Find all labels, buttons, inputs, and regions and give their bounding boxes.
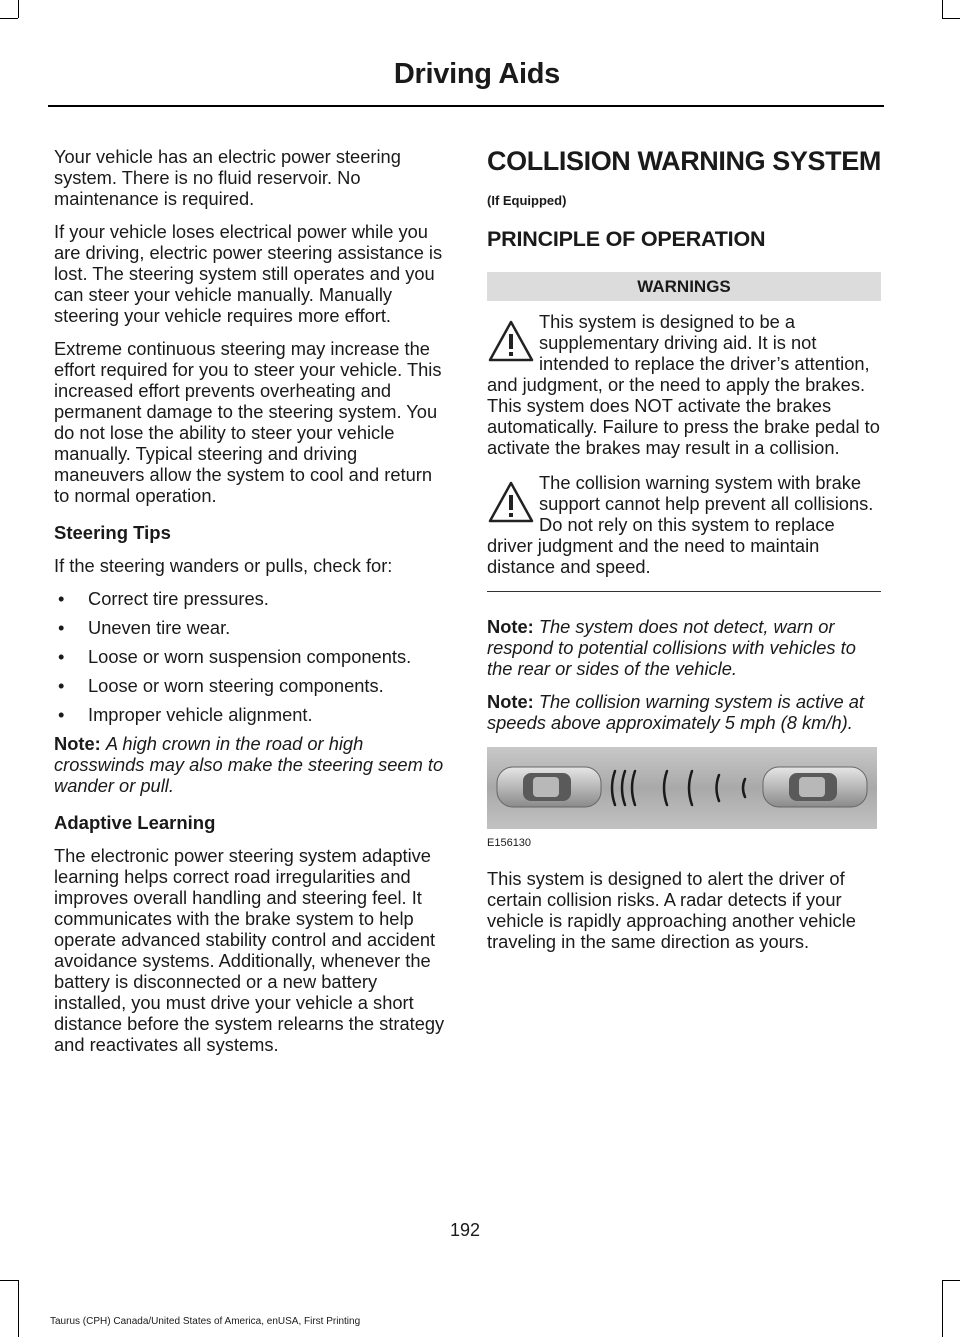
steering-tips-heading: Steering Tips xyxy=(54,522,171,543)
list-item: • Loose or worn suspension components. xyxy=(54,646,448,667)
note-label: Note: xyxy=(487,691,534,712)
paragraph: Your vehicle has an electric power steering system. There is no fluid reservoir. No maintenance is required. xyxy=(54,146,401,209)
warning-text: The collision warning system with brake support cannot help prevent all collisions. Do not rely on this system to replace driver judgment and the need to maintain distance and speed. xyxy=(487,472,874,577)
figure-code: E156130 xyxy=(487,837,532,849)
radar-vehicles-diagram xyxy=(487,747,877,829)
warnings-divider xyxy=(487,591,881,592)
crop-mark xyxy=(942,0,943,18)
warning-item xyxy=(487,472,881,577)
steering-tips-list xyxy=(54,588,448,725)
adaptive-learning-text: The electronic power steering system adaptive learning helps correct road irregularities and improves overall handling and steering feel. It communicates with the brake system to help operate advanced stability control and accident avoidance systems. Additionally, whenever the battery is disconnected or a new battery installed, you must drive your vehicle a short distance before the system relearns the strategy and reactivates all systems. xyxy=(54,845,445,1055)
note-text: A high crown in the road or high crosswinds may also make the steering seem to wander or pull. xyxy=(54,733,444,796)
crop-mark xyxy=(942,1280,943,1337)
list-item: • Improper vehicle alignment. xyxy=(54,704,448,725)
header-divider xyxy=(48,105,884,107)
note-text: The system does not detect, warn or respond to potential collisions with vehicles to the rear or sides of the vehicle. xyxy=(487,616,856,679)
collision-warning-illustration xyxy=(487,747,877,829)
warnings-box xyxy=(487,272,881,592)
right-column xyxy=(487,146,881,964)
collision-note xyxy=(487,616,881,679)
crop-mark xyxy=(0,1280,18,1281)
page-number: 192 xyxy=(449,1220,481,1240)
front-vehicle-icon xyxy=(763,767,867,807)
warning-triangle-icon xyxy=(487,480,535,524)
footer-text: Taurus (CPH) Canada/United States of America, enUSA, First Printing xyxy=(50,1316,361,1327)
list-item: • Correct tire pressures. xyxy=(54,588,448,609)
steering-tips-intro: If the steering wanders or pulls, check for: xyxy=(54,555,393,576)
crop-mark xyxy=(942,1280,960,1281)
principle-heading: PRINCIPLE OF OPERATION xyxy=(487,227,766,251)
crop-mark xyxy=(18,0,19,18)
list-item: • Uneven tire wear. xyxy=(54,617,448,638)
if-equipped-label: (If Equipped) xyxy=(487,193,567,208)
page-header-title: Driving Aids xyxy=(393,58,560,90)
crop-mark xyxy=(18,1280,19,1337)
warning-triangle-icon xyxy=(487,319,535,363)
left-column xyxy=(54,146,448,1067)
paragraph: Extreme continuous steering may increase the effort required for you to steer your vehicle. This increased effort prevents overheating and permanent damage to the steering system. You do not lose the ability to steer your vehicle manually. Typical steering and driving maneuvers allow the system to cool and return to normal operation. xyxy=(54,338,442,506)
paragraph: If your vehicle loses electrical power while you are driving, electric power steering assistance is lost. The steering system still operates and you can steer your vehicle manually. Manually steering your vehicle requires more effort. xyxy=(54,221,443,326)
crop-mark xyxy=(942,18,960,19)
note-text: The collision warning system is active at speeds above approximately 5 mph (8 km/h). xyxy=(487,691,864,733)
warning-item xyxy=(487,311,881,458)
system-description: This system is designed to alert the driver of certain collision risks. A radar detects if your vehicle is rapidly approaching another vehicle traveling in the same direction as yours. xyxy=(487,868,856,952)
note-label: Note: xyxy=(487,616,534,637)
list-item: • Loose or worn steering components. xyxy=(54,675,448,696)
warning-text: This system is designed to be a supplementary driving aid. It is not intended to replace the driver’s attention, and judgment, or the need to apply the brakes. This system does NOT activate the brakes automatically. Failure to press the brake pedal to activate the brakes may result in a collision. xyxy=(487,311,880,458)
collision-note xyxy=(487,691,881,733)
adaptive-learning-heading: Adaptive Learning xyxy=(54,812,216,833)
section-title: COLLISION WARNING SYSTEM xyxy=(487,146,881,176)
note-label: Note: xyxy=(54,733,101,754)
warnings-heading: WARNINGS xyxy=(487,272,881,301)
rear-vehicle-icon xyxy=(497,767,601,807)
crop-mark xyxy=(0,18,18,19)
steering-note xyxy=(54,733,448,796)
